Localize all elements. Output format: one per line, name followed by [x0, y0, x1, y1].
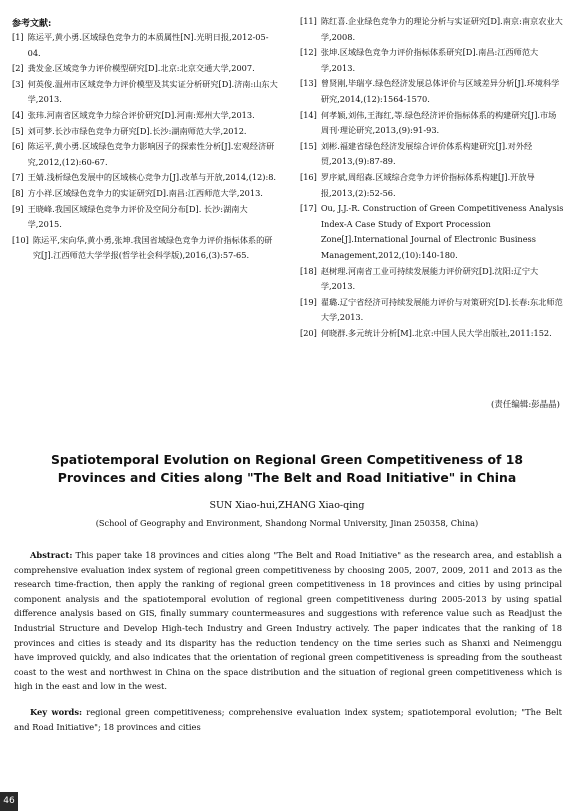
reference-item	[300, 45, 564, 76]
reference-number: [5]	[12, 125, 24, 136]
reference-item	[12, 77, 280, 108]
reference-item	[12, 108, 280, 124]
reference-number: [18]	[300, 265, 317, 276]
page-number: 46	[0, 792, 18, 811]
references-left-column	[12, 30, 280, 264]
reference-text: 龚发金.区域竞争力评价模型研究[D].北京:北京交通大学,2007.	[27, 63, 255, 74]
reference-number: [13]	[300, 78, 317, 89]
reference-item	[300, 14, 564, 45]
reference-text: 何孝颖,刘伟,王海红,等.绿色经济评价指标体系的构建研究[J].市场周刊·理论研究,2013,(9):91-93.	[320, 109, 557, 136]
reference-text: 翟璐.辽宁省经济可持续发展能力评价与对策研究[D].长春:东北师范大学,2013.	[320, 296, 563, 323]
reference-number: [4]	[12, 109, 24, 120]
reference-text: 陈运平,宋向华,黄小勇,张坤.我国省域绿色竞争力评价指标体系的研究[J].江西师范大学学报(哲学社会科学版),2016,(3):57-65.	[32, 234, 273, 261]
article-title: Spatiotemporal Evolution on Regional Green Competitiveness of 18 Provinces and Cities along "The Belt and Road Initiative" in China	[51, 452, 523, 485]
references-heading: 参考文献:	[12, 19, 52, 29]
keywords-text: regional green competitiveness; comprehensive evaluation index system; spatiotemporal evolution; "The Belt and Road Initiative"; 18 provinces and cities	[14, 707, 562, 732]
reference-item	[300, 170, 564, 201]
reference-number: [6]	[12, 141, 24, 152]
affiliation: (School of Geography and Environment, Shandong Normal University, Jinan 250358, China)	[95, 518, 479, 528]
reference-item	[12, 124, 280, 140]
reference-item	[300, 108, 564, 139]
reference-number: [17]	[300, 203, 317, 214]
abstract-label: Abstract:	[30, 550, 73, 560]
references-right-column	[300, 14, 564, 341]
reference-item	[12, 61, 280, 77]
reference-number: [9]	[12, 203, 24, 214]
reference-item	[12, 186, 280, 202]
reference-item	[300, 139, 564, 170]
reference-text: 赵树理.河南省工业可持续发展能力评价研究[D].沈阳:辽宁大学,2013.	[320, 265, 539, 292]
reference-item	[12, 170, 280, 186]
reference-text: 刘彬.福建省绿色经济发展综合评价体系构建研究[J].对外经贸,2013,(9):87-89.	[320, 140, 533, 167]
reference-text: 曾贤刚,毕瑞亨.绿色经济发展总体评价与区域差异分析[J].环境科学研究,2014,(12):1564-1570.	[320, 78, 560, 104]
reference-item	[12, 202, 280, 233]
reference-text: 陈运平,黄小勇.区域绿色竞争力影响因子的探索性分析[J].宏观经济研究,2012,(12):60-67.	[27, 141, 275, 167]
reference-text: 方小祥.区域绿色竞争力的实证研究[D].南昌:江西师范大学,2013.	[27, 187, 263, 198]
keywords-label: Key words:	[30, 707, 83, 717]
reference-number: [2]	[12, 63, 24, 74]
abstract	[14, 548, 562, 694]
reference-text: 张坤.区域绿色竞争力评价指标体系研究[D].南昌:江西师范大学,2013.	[320, 47, 539, 73]
keywords	[14, 705, 562, 734]
reference-number: [20]	[300, 327, 317, 338]
reference-text: 陈运平,黄小勇.区域绿色竞争力的本质属性[N].光明日报,2012-05-04.	[27, 32, 269, 58]
reference-text: 陈红喜.企业绿色竞争力的理论分析与实证研究[D].南京:南京农业大学,2008.	[320, 16, 563, 42]
reference-text: 刘可梦.长沙市绿色竞争力研究[D].长沙:湖南师范大学,2012.	[27, 125, 247, 136]
reference-number: [15]	[300, 140, 317, 151]
reference-text: 张玮.河南省区域竞争力综合评价研究[D].河南:郑州大学,2013.	[27, 109, 255, 120]
reference-number: [11]	[300, 16, 317, 26]
responsible-editor: (责任编辑:彭晶晶)	[491, 400, 560, 410]
authors: SUN Xiao-hui,ZHANG Xiao-qing	[209, 500, 365, 511]
reference-text: Ou, J.J.-R. Construction of Green Competitiveness Analysis Index-A Case Study of Export Procession Zone[J].International Journal of Electronic Business Management,2012,(10):140-180.	[320, 203, 564, 260]
reference-number: [16]	[300, 171, 317, 182]
reference-item	[300, 264, 564, 295]
reference-item	[12, 30, 280, 61]
reference-number: [19]	[300, 296, 317, 307]
abstract-text: This paper take 18 provinces and cities along "The Belt and Road Initiative" as the research area, and establish a comprehensive evaluation index system of regional green competitiveness by choosing 2005, 2007, 2009, 2011 and 2013 as the research time-fraction, then apply the ranking of regional green competitiveness in 18 provinces and cities by using principal component analysis and the spatiotemporal evolution of regional green competitiveness during 2005-2013 by using spatial difference analysis based on GIS, finally summary countermeasures and suggestions with reference value such as Readjust the Industrial Structure and Develop High-tech Industry and Green Industry actively. The paper indicates that the ranking of 18 provinces and cities is steady and its disparity has the reduction tendency on the time series such as Shanxi and Neimenggu have improved quickly, and also indicates that the orientation of regional green competitiveness is spreading from the southeast coast to the west and northwest in China on the space distribution and the situation of regional green competitiveness which is high in the east and low in the west.	[14, 550, 562, 692]
reference-text: 王婧.浅析绿色发展中的区域核心竞争力[J].改革与开放,2014,(12):8.	[27, 172, 277, 183]
reference-text: 何晓群.多元统计分析[M].北京:中国人民大学出版社,2011:152.	[320, 327, 552, 338]
reference-item	[300, 76, 564, 107]
reference-number: [3]	[12, 78, 24, 89]
reference-text: 何英俊.温州市区域竞争力评价模型及其实证分析研究[D].济南:山东大学,2013.	[27, 78, 278, 105]
reference-item	[300, 326, 564, 342]
reference-text: 王晓峰.我国区域绿色竞争力评价及空间分布[D]. 长沙:湖南大学,2015.	[27, 203, 248, 230]
reference-number: [7]	[12, 172, 24, 183]
reference-item	[300, 295, 564, 326]
reference-number: [14]	[300, 109, 317, 120]
reference-number: [12]	[300, 47, 317, 58]
reference-item	[300, 201, 564, 263]
reference-text: 罗序斌,周绍森.区域综合竞争力评价指标体系构建[J].开放导报,2013,(2):52-56.	[320, 171, 535, 198]
reference-number: [10]	[12, 234, 29, 245]
reference-number: [8]	[12, 187, 24, 198]
reference-item	[12, 139, 280, 170]
reference-item	[12, 233, 280, 264]
reference-number: [1]	[12, 32, 24, 42]
